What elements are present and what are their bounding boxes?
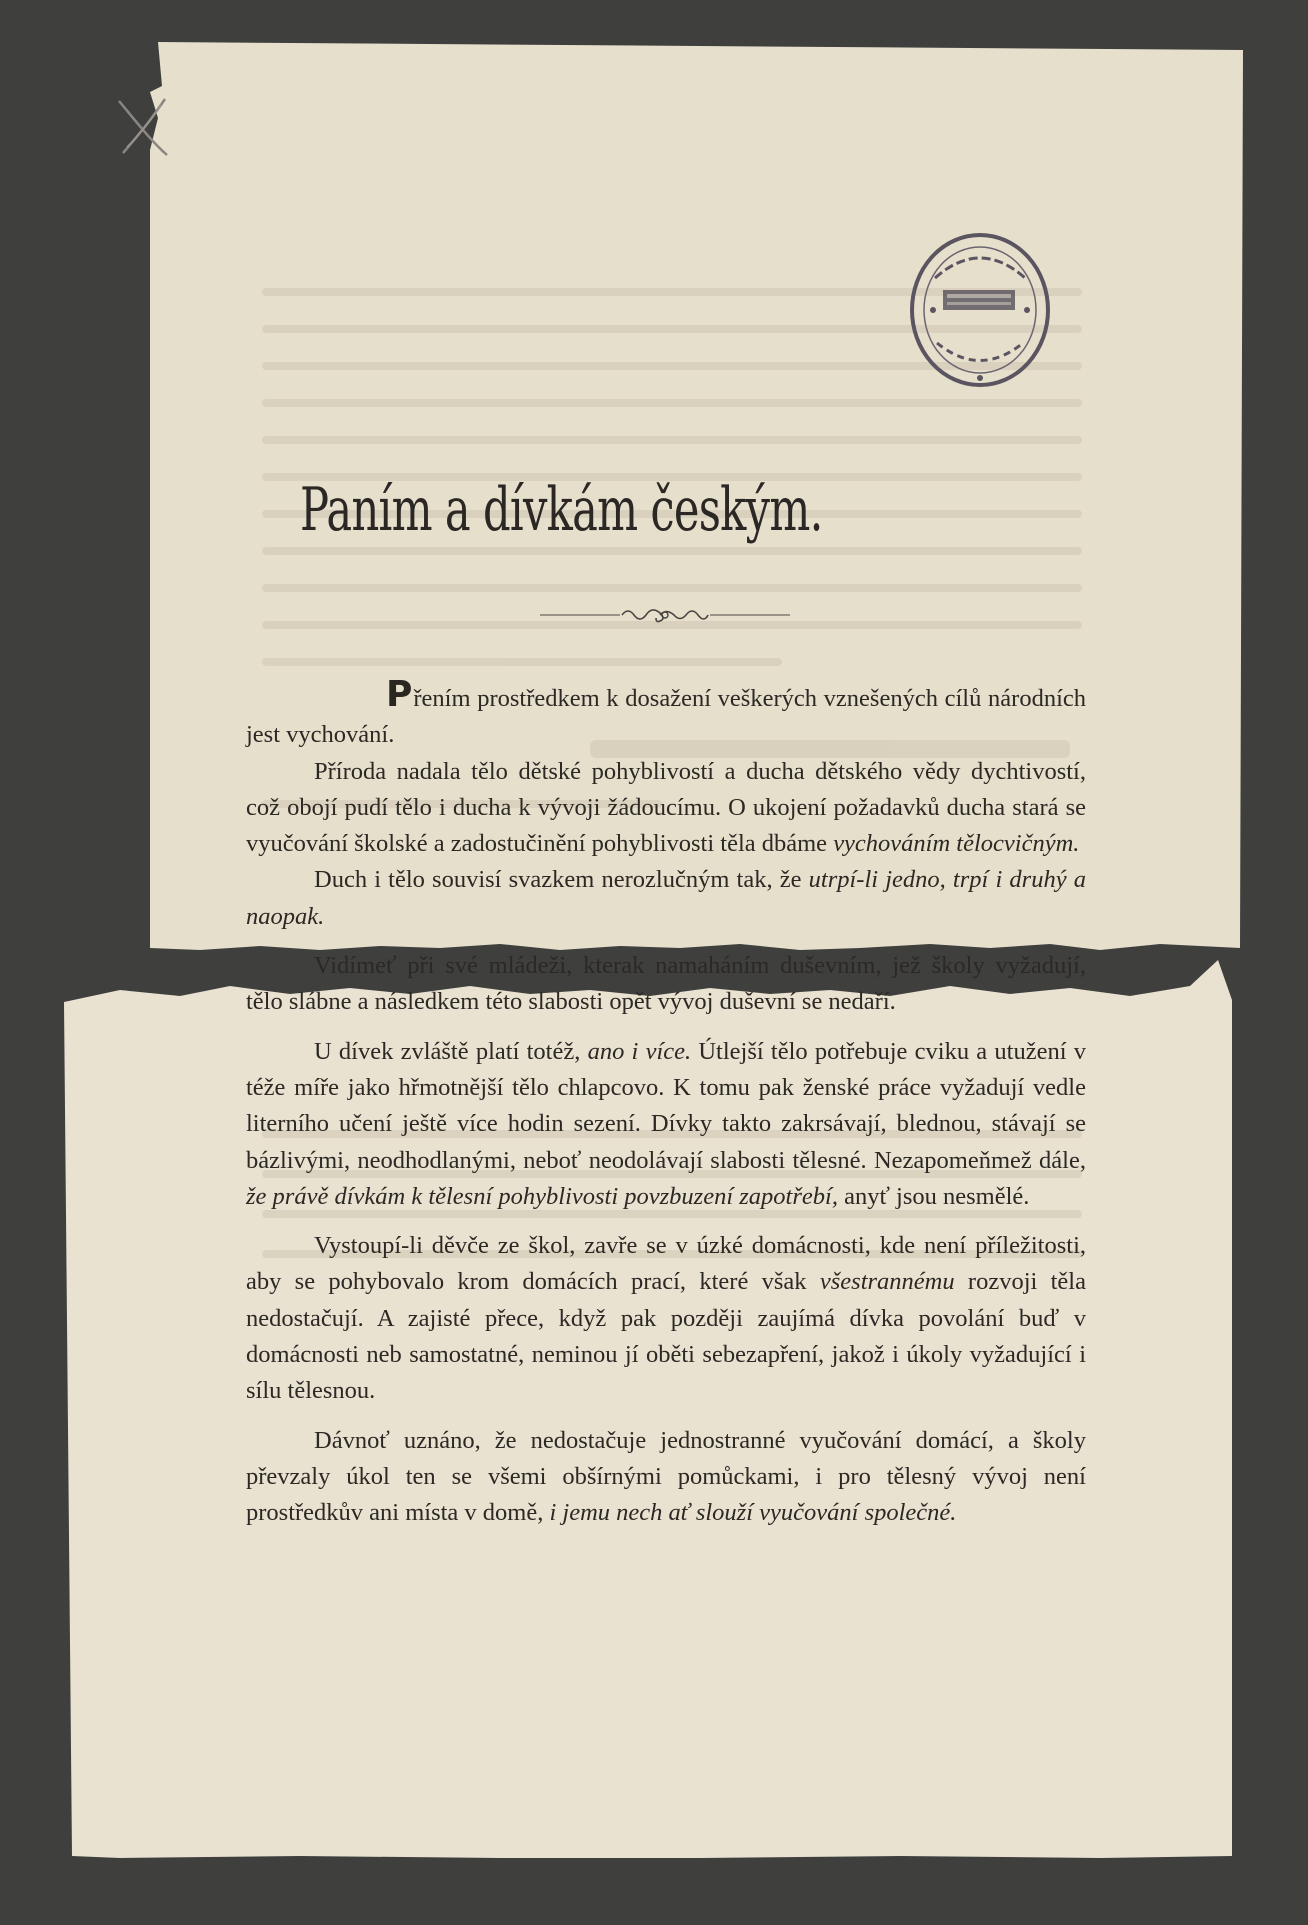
paragraph-3: [246, 862, 1086, 935]
paragraph-4: [246, 948, 1086, 1021]
paragraph-5-tail: Útlejší tělo potřebuje cviku a utužení v téže míře jako hřmotnější tělo chlapcovo. K tomu pak ženské práce vyžadují vedle literního učení ještě více hodin sezení. Dívky takto zakrsávají, blednou, stávají se bázlivými, neodhodlanými, neboť neodolávají slabosti tělesné. Nezapomeňmež dále,: [246, 1037, 1086, 1174]
paragraph-1-text: řením prostředkem k dosažení veškerých vznešených cílů národních jest vychování.: [246, 685, 1086, 749]
paragraph-1: [246, 674, 1086, 754]
paragraph-5-tail-2: anyť jsou nesmělé.: [837, 1182, 1030, 1210]
paragraph-5-emphasis-2: že právě dívkám k tělesní pohyblivosti povzbuzení zapotřebí,: [246, 1182, 838, 1210]
paragraph-3-text: Duch i tělo souvisí svazkem nerozlučným tak, že: [314, 866, 809, 894]
paragraph-2-text: Příroda nadala tělo dětské pohyblivostí a ducha dětského vědy dychtivostí, což obojí pudí tělo i ducha k vývoji žádoucímu. O ukojení požadavků ducha stará se vyučování školské a zadostučinění pohyblivosti těla dbáme: [246, 757, 1086, 858]
paragraph-7-emphasis: i jemu nech ať slouží vyučování společné.: [549, 1499, 957, 1527]
paragraph-2-emphasis: vychováním tělocvičným.: [833, 830, 1080, 858]
document-title: Paním a dívkám českým.: [300, 475, 823, 545]
paragraph-7-text: Dávnoť uznáno, že nedostačuje jednostranné vyučování domácí, a školy převzaly úkol ten se všemi obšírnými pomůckami, i pro tělesný vývoj není prostředkův ani místa v domě,: [246, 1426, 1086, 1527]
paragraph-6-tail: rozvoji těla nedostačují. A zajisté přece, když pak později zaujímá dívka povolání buď v domácnosti neb samostatné, neminou jí oběti sebezapření, jakož i úkoly vyžadující i sílu tělesnou.: [246, 1268, 1086, 1405]
paragraph-6-text: Vystoupí-li děvče ze škol, zavře se v úzké domácnosti, kde není příležitosti, aby se pohybovalo krom domácích prací, které však: [246, 1232, 1086, 1296]
paragraph-5: [246, 1034, 1086, 1215]
ornament-divider-icon: [540, 600, 790, 630]
paragraph-3-emphasis: utrpí-li jedno, trpí i druhý a naopak.: [246, 866, 1086, 930]
paragraph-7: [246, 1423, 1086, 1532]
paragraph-2: [246, 754, 1086, 863]
paragraph-6-emphasis: všestrannému: [819, 1268, 955, 1296]
document-body: [246, 674, 1086, 1545]
paragraph-4-text: Vidímeť při své mládeži, kterak namaháním duševním, jež školy vyžadují, tělo slábne a následkem této slabosti opět vývoj duševní se nedaří.: [246, 952, 1086, 1016]
paragraph-5-text: U dívek zvláště platí totéž,: [314, 1037, 588, 1065]
paragraph-6: [246, 1228, 1086, 1409]
paragraph-5-emphasis: ano i více.: [587, 1037, 692, 1065]
initial-letter: P: [386, 674, 413, 715]
